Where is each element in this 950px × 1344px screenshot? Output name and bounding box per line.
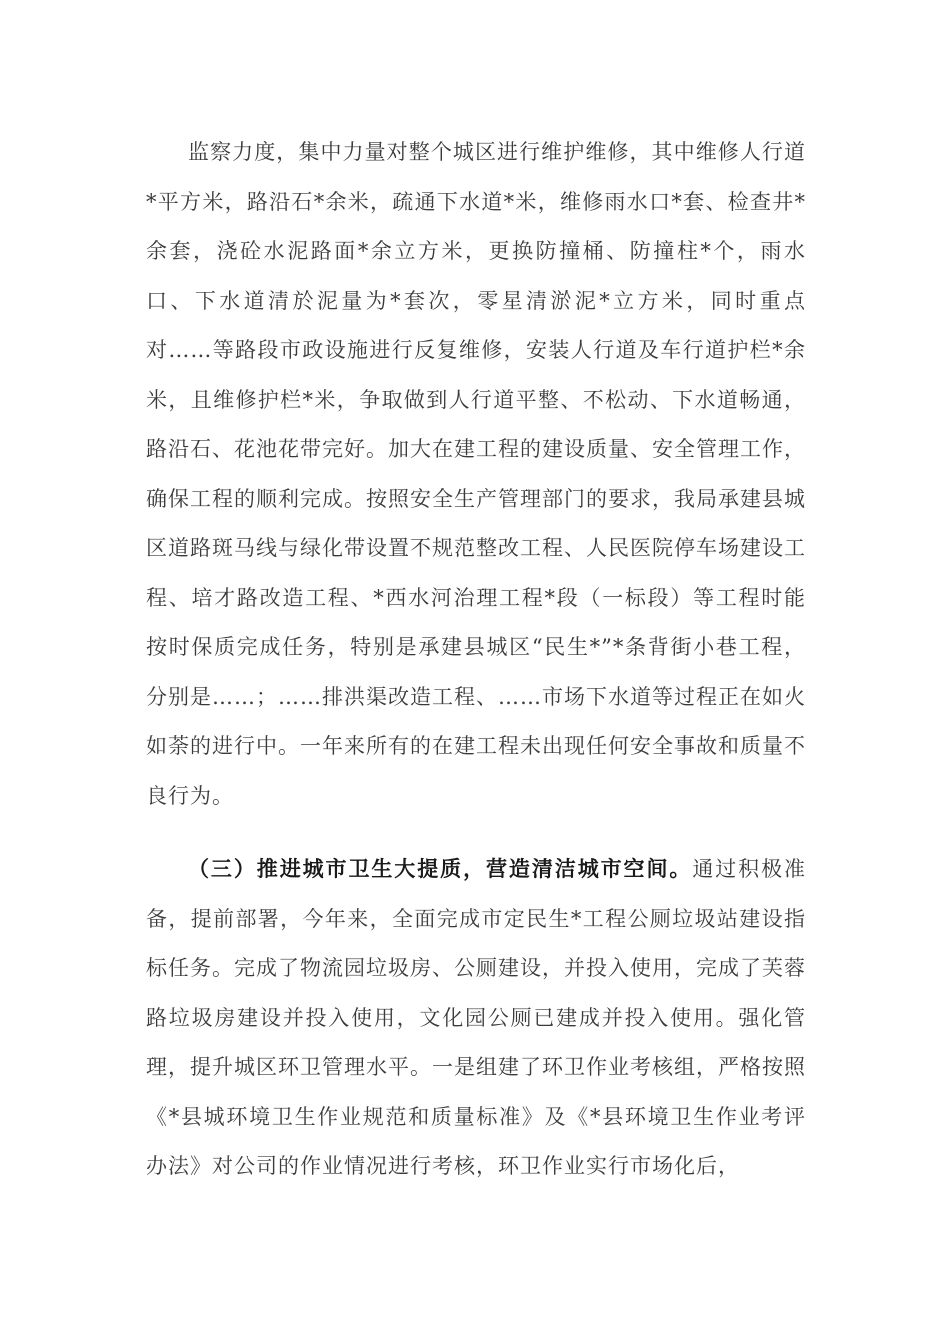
paragraph-text: 通过积极准备，提前部署，今年来，全面完成市定民生*工程公厕垃圾站建设指标任务。完成了物流园垃圾房、公厕建设，并投入使用，完成了芙蓉路垃圾房建设并投入使用，文化园公厕已建成并投入使用。强化管理，提升城区环卫管理水平。一是组建了环卫作业考核组，严格按照《*县城环境卫生作业规范和质量标准》及《*县环境卫生作业考评办法》对公司的作业情况进行考核，环卫作业实行市场化后，: [146, 857, 807, 1178]
paragraph-sanitation: [146, 845, 806, 1192]
document-body: [146, 128, 806, 1192]
paragraph-maintenance: [146, 128, 806, 821]
section-heading: （三）推进城市卫生大提质，营造清洁城市空间。: [188, 857, 693, 881]
paragraph-text: 监察力度，集中力量对整个城区进行维护维修，其中维修人行道*平方米，路沿石*余米，疏通下水道*米，维修雨水口*套、检查井*余套，浇砼水泥路面*余立方米，更换防撞桶、防撞柱*个，雨水口、下水道清於泥量为*套次，零星清淤泥*立方米，同时重点对……等路段市政设施进行反复维修，安装人行道及车行道护栏*余米，且维修护栏*米，争取做到人行道平整、不松动、下水道畅通，路沿石、花池花带完好。加大在建工程的建设质量、安全管理工作，确保工程的顺利完成。按照安全生产管理部门的要求，我局承建县城区道路斑马线与绿化带设置不规范整改工程、人民医院停车场建设工程、培才路改造工程、*西水河治理工程*段（一标段）等工程时能按时保质完成任务，特别是承建县城区“民生*”*条背街小巷工程，分别是……；……排洪渠改造工程、……市场下水道等过程正在如火如荼的进行中。一年来所有的在建工程未出现任何安全事故和质量不良行为。: [146, 140, 806, 808]
